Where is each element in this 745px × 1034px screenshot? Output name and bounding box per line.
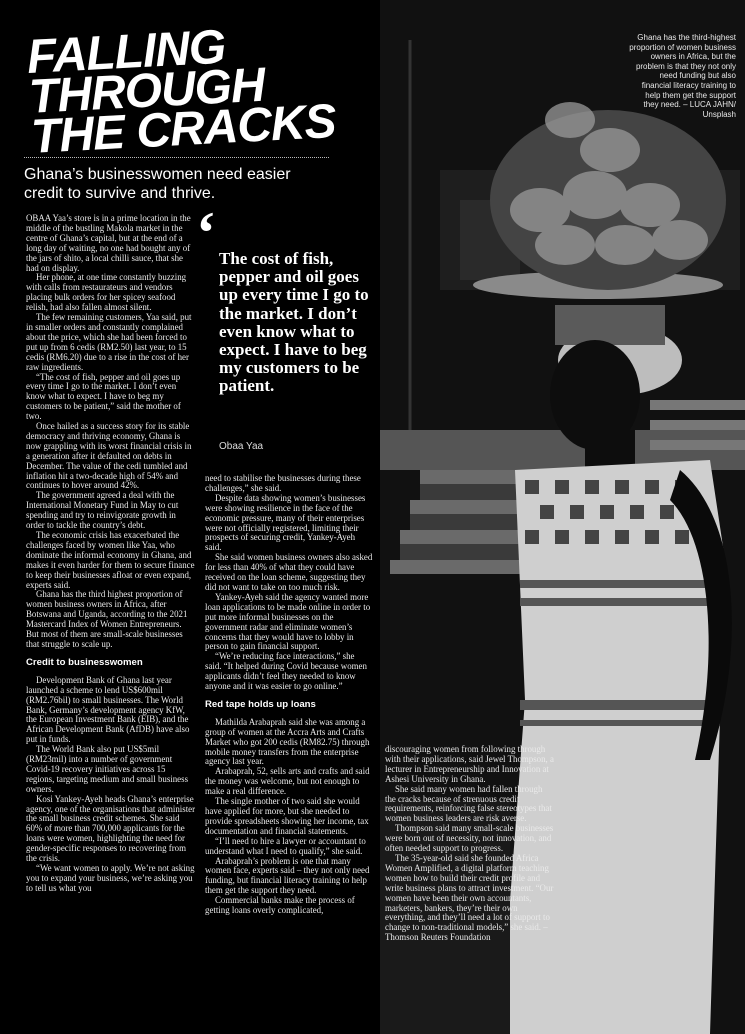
paragraph: Development Bank of Ghana last year launched a scheme to lend US$600mil (RM2.76bil) to small businesses. The World Bank, Germany’s development agency KfW, the European Investment Bank (EIB), and the African Development Bank (AfDB) have also put in funds.: [26, 674, 190, 745]
paragraph: “We want women to apply. We’re not asking you to expand your business, we’re asking you to tell us what you: [26, 863, 195, 893]
paragraph: Commercial banks make the process of getting loans overly complicated,: [205, 895, 355, 916]
paragraph: She said women business owners also asked for less than 40% of what they could have received on the loan scheme, suggesting they did not want to take on too much risk.: [205, 552, 373, 592]
section-heading: Credit to businesswomen: [26, 656, 143, 668]
paragraph: The economic crisis has exacerbated the challenges faced by women like Yaa, who dominate the informal economy in Ghana, and makes it even harder for them to secure finance to keep their businesses afloat or even expand, experts said.: [26, 530, 195, 590]
photo-caption: Ghana has the third-highest proportion of women business owners in Africa, but the problem is that they not only need funding but also financial literacy training to help them get the support they need. – LUCA JAHN/ Unsplash: [629, 33, 736, 119]
paragraph: Once hailed as a success story for its stable democracy and thriving economy, Ghana is now grappling with its worst financial crisis in a generation after it defaulted on debts in December. The value of the cedi tumbled and inflation hit a two-decade high of 54% and continues to hover around 42%.: [26, 421, 192, 491]
paragraph: Her phone, at one time constantly buzzing with calls from restaurateurs and vendors placing bulk orders for her spicey seafood relish, had also fallen almost silent.: [26, 272, 187, 313]
paragraph: need to stabilise the businesses during these challenges,” she said.: [205, 473, 361, 493]
paragraph: “I’ll need to hire a lawyer or accountant to understand what I need to qualify,” she said.: [205, 835, 366, 856]
paragraph: Arabaprah, 52, sells arts and crafts and said the money was welcome, but not enough to make a real difference.: [205, 766, 370, 797]
paragraph: Thompson said many small-scale businesses were born out of necessity, not innovation, and often needed support to progress.: [385, 823, 554, 854]
paragraph: Kosi Yankey-Ayeh heads Ghana’s enterprise agency, one of the organisations that administer the small business credit schemes. She said 60% of more than 700,000 applicants for the loans were women, highlighting the need for gender-specific responses to recovering from the crisis.: [26, 793, 196, 864]
quote-mark-icon: ‘: [196, 200, 216, 266]
paragraph: Arabaprah’s problem is one that many women face, experts said – they not only need funding, but financial literacy training to help them get the support they need.: [205, 855, 370, 896]
article-column-3: [385, 745, 555, 943]
article-column-2: [205, 474, 373, 916]
paragraph: Despite data showing women’s businesses were showing resilience in the face of the economic pressure, many of their enterprises were not officially registered, limiting their prospects of securing credit, Yankey-Ayeh said.: [205, 492, 366, 553]
pull-quote: The cost of fish, pepper and oil goes up every time I go to the market. I don’t even know what to expect. I have to beg my customers to be patient.: [219, 249, 369, 396]
paragraph: “We’re reducing face interactions,” she said. “It helped during Covid because women applicants didn’t feel they needed to know anyone and it was easier to go online.”: [205, 651, 367, 692]
article-column-1: [26, 214, 196, 894]
paragraph: The World Bank also put US$5mil (RM23mil) into a number of government Covid-19 recovery initiatives across 15 regions, targeting medium and small business owners.: [26, 744, 189, 794]
paragraph: “The cost of fish, pepper and oil goes up every time I go to the market. I don’t even know what to expect. I have to beg my customers to be patient,” said the mother of two.: [26, 371, 181, 422]
paragraph: Ghana has the third highest proportion of women business owners in Africa, after Botswana and Uganda, according to the 2021 Mastercard Index of Women Entrepreneurs. But most of them are small-scale businesses that struggle to scale up.: [26, 589, 188, 649]
subheadline: Ghana’s businesswomen need easier credit to survive and thrive.: [24, 166, 291, 202]
paragraph: The government agreed a deal with the International Monetary Fund in May to cut spending and try to reinvigorate growth in order to tackle the country’s debt.: [26, 490, 179, 531]
paragraph: OBAA Yaa’s store is in a prime location in the middle of the bustling Makola market in the centre of Ghana’s capital, but at the end of a long day of waiting, no one had bought any of the jars of shito, a local chilli sauce, that she had on display.: [26, 213, 191, 273]
paragraph: Mathilda Arabaprah said she was among a group of women at the Accra Arts and Crafts Market who got 200 cedis (RM82.75) through mobile money transfers from the enterprise agency last year.: [205, 716, 370, 767]
paragraph: The 35-year-old said she founded Africa Women Amplified, a digital platform teaching women how to build their credit profile and write business plans to attract investment. “Our women have been their own accountants, marketers, bankers, they’re their own everything, and they’ll need a lot of support to change to non-traditional models,” she said. – Thomson Reuters Foundation: [385, 852, 554, 943]
section-heading: Red tape holds up loans: [205, 698, 316, 710]
paragraph: discouraging women from following through with their applications, said Jewel Thompson, a lecturer in Entrepreneurship and Innovation at Ashesi University in Ghana.: [385, 744, 554, 784]
headline-divider: [24, 157, 329, 158]
paragraph: The few remaining customers, Yaa said, put in smaller orders and constantly complained about the price, which she had been forced to put up from 6 cedis (RM2.50) last year, to 15 cedis (RM6.20) due to a rise in the cost of her raw ingredients.: [26, 312, 192, 372]
headline: FALLING THROUGH THE CRACKS: [25, 20, 337, 164]
paragraph: Yankey-Ayeh said the agency wanted more loan applications to be made online in order to put more informal businesses on the government radar and eliminate women’s concerns that they would have to lobby in person to gain financial support.: [205, 591, 371, 652]
paragraph: The single mother of two said she would have applied for more, but she needed to provide spreadsheets showing her income, tax documentation and financial statements.: [205, 796, 369, 836]
pull-quote-attribution: Obaa Yaa: [219, 441, 264, 452]
paragraph: She said many women had fallen through the cracks because of strenuous credit requirements, reinforcing false stereotypes that women business leaders are risk averse.: [385, 783, 552, 824]
